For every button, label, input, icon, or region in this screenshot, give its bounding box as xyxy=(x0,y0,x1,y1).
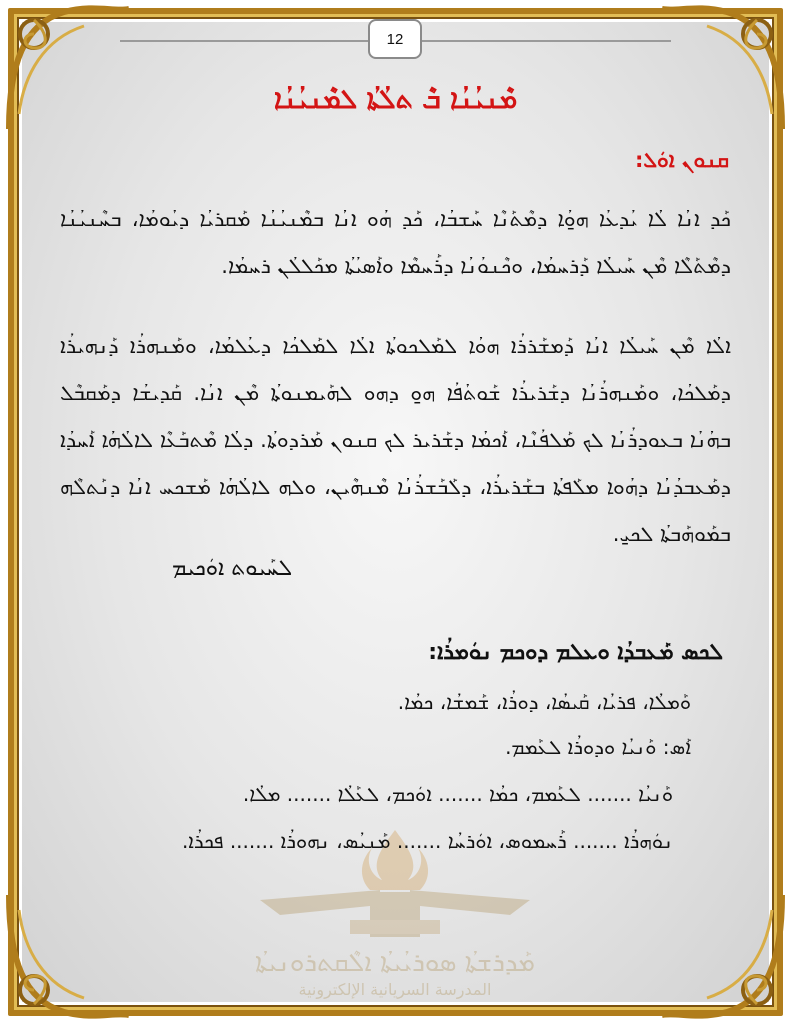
watermark-arabic: المدرسة السريانية الإلكترونية xyxy=(298,980,492,999)
signature: ܠܚܰܝܘܬ ܐܘܿܟܝܡ xyxy=(172,556,293,581)
exercise-line-2: ܢܘܿܗܪܳܐ ....... ܪܰܚܡܘܣ، ܐܘܿܪܚܳܐ ....... ܡܰܢܝܳܣ، ܢܗܘܪܳܐ ....... ܦܟܪܳܐ. xyxy=(181,829,673,853)
word-list: ܘܰܡܠܳܐ، ܦܪܝܳܐ، ܩܰܝܣܳܐ، ܕܘܪܳܐ، ܫܰܡܫܳܐ، ܟܡܳܐ. xyxy=(397,690,691,714)
page-subtitle: ܩܢܘܢ ܐܘܿܠ: xyxy=(635,148,729,172)
page-number: 12 xyxy=(368,19,422,59)
ornament-corner-icon xyxy=(657,890,787,1020)
page-title: ܡܶܢܝܳܢܳܐ ܒܶ ܬܠܳܬܳܐ ܠܡܶܢܝܳܢܳܐ xyxy=(273,84,518,115)
ornament-corner-icon xyxy=(4,890,134,1020)
paragraph-2: ܐܠܳܐ ܡܶܢ ܚܰܝܠܳܐ ܐܢܳܐ ܕܰܡܫܰܪܪܳܐ ܗܘܳܐ ܠܡܰܠܟܘܬܳܐ ܐܠܳܐ ܠܡܰܠܟܳܐ ܕܥܳܠܡܳܐ، ܘܡܰܢܗܪܳܐ ܕܰܢܗܝܪܳܐ ܕܡܰܠܟܳܐ، ܘܡܰܢܗܪܳܢܳܐ ܕܫܰܪܝܪܳܐ ܫܰܘܬܳܦܳܐ ܗ̱ܘ ܕܗܘ ܠܗܰܝܡܢܘܬܳܐ ܡܶܢ ܐܢܳܐ. ܩܰܕܝܫܳܐ ܕܡܰܩܒܶܠ ܒܗܳܢܳܐ ܒܥܘܕܪܳܢܳܐ ܠܟ ܡܰܠܦܳܢܶܐ، ܐܰܟܡܳܐ ܕܫܰܪܝܪ ܠܟ ܩܢܘܢ ܡܰܪܕܘܬܳܐ. ܕܠܳܐ ܡܶܬܒܰܥܶܐ ܠܐܠܳܗܳܐ ܐܰܚܕܳܐ ܕܡܰܥܒܕܳܢܳܐ ܕܗܳܘܐ ܡܠܰܦܬܳܐ ܒܫܰܪܝܪܳܐ، ܕܠܰܒܰܫܪܳܢܳܐ ܡܶܢܗܶܝܢ، ܘܠܗ ܠܐܠܳܗܳܐ ܡܰܫܟܚ ܐܢܳܐ ܕܢܰܬܠܶܗ ܒܡܰܘܗܰܒܬܳܐ ܠܟ̱ܝ. xyxy=(60,334,731,546)
example-line: ܐܰܣ: ܘܰܢܝܳܐ ܘܕܘܪܳܐ ܠܥܰܡܡ. xyxy=(505,735,691,759)
exercise-line-1: ܘܰܢܝܳܐ ....... ܠܥܰܡܡ، ܟܡܳܐ ....... ܐܘܿܟܡ، ܠܥܰܠܳܐ ....... ܡܠܳܐ. xyxy=(242,782,673,806)
watermark-syriac: ܡܰܕܪܫܬܳܐ ܣܘܪܝܳܝܬܳܐ ܐܠܶܩܬܪܘܢܝܬܳܐ xyxy=(254,948,536,978)
ornament-corner-icon xyxy=(657,4,787,134)
ornament-corner-icon xyxy=(4,4,134,134)
paragraph-1: ܟܰܕ ܐܢܳܐ ܠܳܐ ܝܳܕܥܳܐ ܗ̱ܘܳܐ ܕܡܶܬܰܢܶܐ ܚܰܫܒܳܐ، ܟܰܕ ܗܳܘ ܐܢܳܐ ܒܡܶܢܝܳܢܳܐ ܡܰܩܪܝܳܐ ܕܝܳܘܡܳܐ، ܒܚܶܢܝܳܢܳܐ ܕܡܶܬܰܠܶܐ ܡܶܢ ܚܰܝܠܳܐ ܕܰܪܚܡܳܐ، ܘܟܶܢܘܳܢܳܐ ܕܪܰܚܡܶܐ ܘܐܰܣܝܳܬܳܐ ܡܟܰܠܠܳܢ ܪܚܡܳܐ. xyxy=(60,207,731,278)
exercise-heading: ܠܟܣ ܡܰܥܒܕܳܐ ܘܥܠܡ ܕܘܟܡ ܢܘܿܡܪܳܐ: xyxy=(428,640,723,665)
